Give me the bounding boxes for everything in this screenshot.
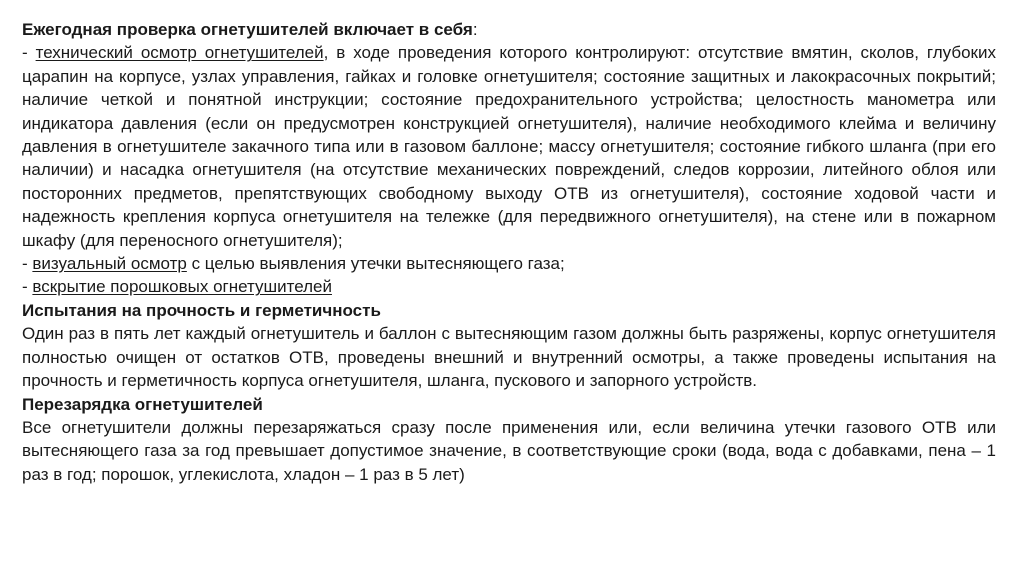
strength-test-title: Испытания на прочность и герметичность xyxy=(22,300,381,320)
recharge-text: Все огнетушители должны перезаряжаться сразу после применения или, если величина утечки газового ОТВ или вытесняющего газа за год превышает допустимое значение, в соответствующие сроки (вода, вода с добавками, пена – 1 раз в год; порошок, углекислота, хладон – 1 раз в 5 лет) xyxy=(22,417,996,484)
bullet-dash: - xyxy=(22,43,36,63)
powder-opening-link[interactable]: вскрытие порошковых огнетушителей xyxy=(32,277,332,297)
technical-inspection-link[interactable]: технический осмотр огнетушителей xyxy=(35,43,324,63)
bullet-dash: - xyxy=(22,254,33,274)
strength-test-text: Один раз в пять лет каждый огнетушитель и баллон с вытесняющим газом должны быть разряжены, корпус огнетушителя полностью очищен от остатков ОТВ, проведены внешний и внутренний осмотры, а также проведены испытания на прочность и герметичность корпуса огнетушителя, шланга, пускового и запорного устройств. xyxy=(22,324,996,391)
annual-check-title-colon: : xyxy=(472,20,478,39)
slide-content xyxy=(22,18,996,486)
technical-inspection-text: , в ходе проведения которого контролируют: отсутствие вмятин, сколов, глубоких царапин на корпусе, узлах управления, гайках и головке огнетушителя; состояние защитных и лакокрасочных покрытий; наличие четкой и понятной инструкции; состояние предохранительного устройства; целостность манометра или индикатора давления (если он предусмотрен конструкцией огнетушителя), наличие необходимого клейма и величину давления в огнетушителе закачного типа или в газовом баллоне; массу огнетушителя; состояние гибкого шланга (при его наличии) и насадка огнетушителя (на отсутствие механических повреждений, следов коррозии, литейного облоя или посторонних предметов, препятствующих свободному выходу ОТВ из огнетушителя), состояние ходовой части и надежность крепления корпуса огнетушителя на тележке (для передвижного огнетушителя), на стене или в пожарном шкафу (для переносного огнетушителя); xyxy=(22,43,996,250)
visual-inspection-item xyxy=(22,252,996,275)
powder-opening-item xyxy=(22,275,996,298)
visual-inspection-link[interactable]: визуальный осмотр xyxy=(32,254,187,274)
annual-check-title-line xyxy=(22,18,996,41)
visual-inspection-text: с целью выявления утечки вытесняющего газа; xyxy=(186,254,565,274)
bullet-dash: - xyxy=(22,277,33,297)
annual-check-title: Ежегодная проверка огнетушителей включает в себя xyxy=(22,20,473,39)
recharge-title: Перезарядка огнетушителей xyxy=(22,394,263,414)
technical-inspection-item xyxy=(22,41,996,252)
